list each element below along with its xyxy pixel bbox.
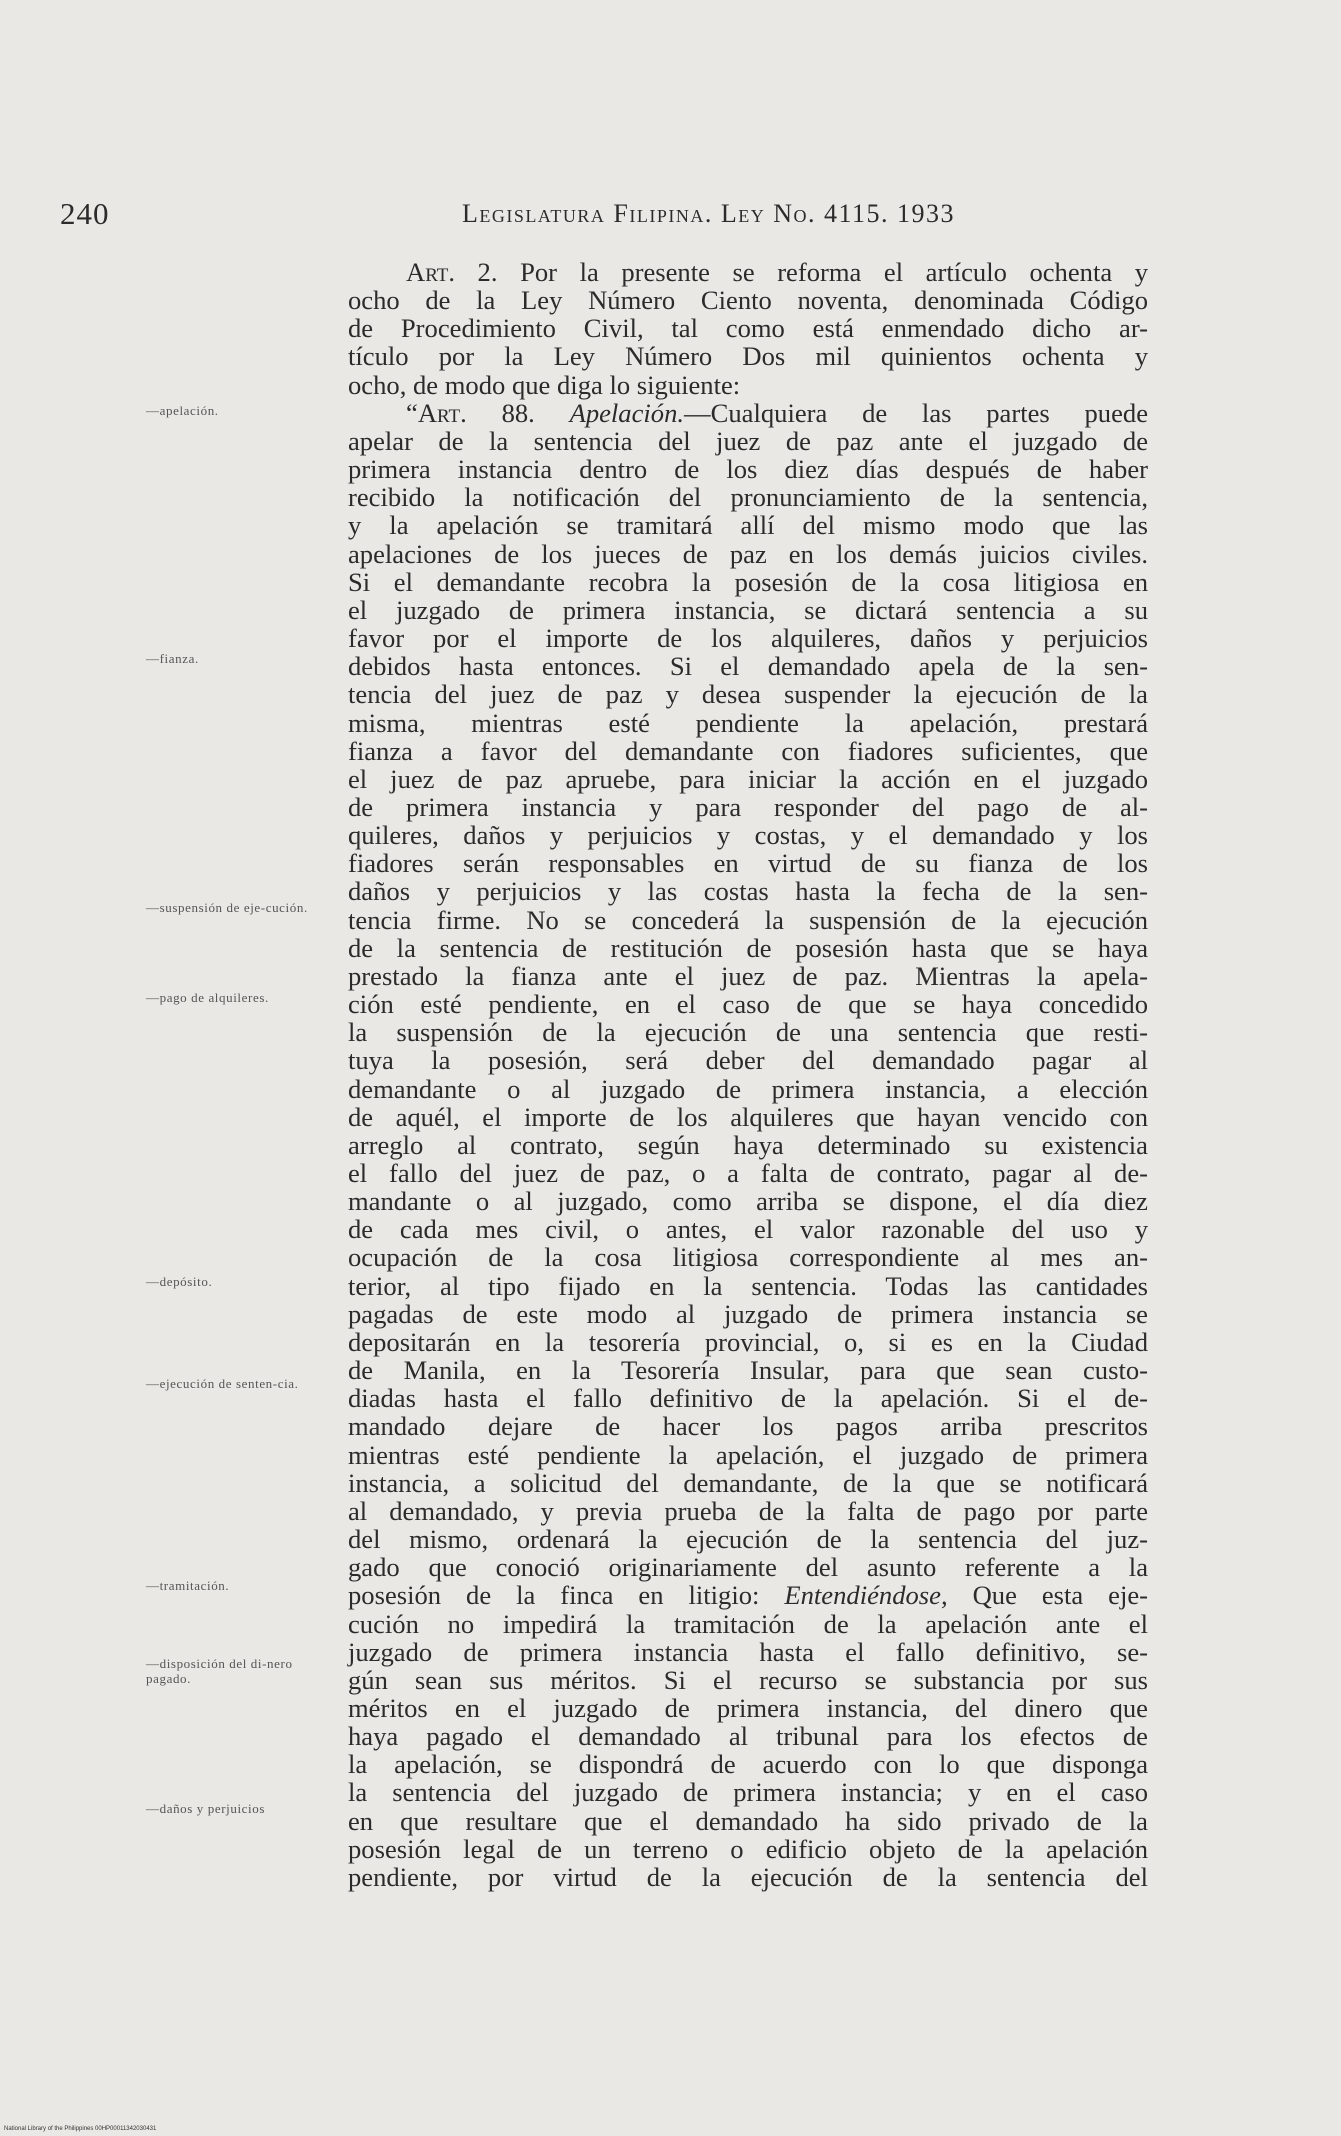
text-segment: 88. <box>466 397 570 428</box>
text-line: tículo por la Ley Número Dos mil quinientos ochenta y <box>348 341 1148 372</box>
text-line: gado que conoció originariamente del asunto referente a la <box>348 1552 1148 1583</box>
text-line: de cada mes civil, o antes, el valor razonable del uso y <box>348 1214 1148 1245</box>
text-line: pagadas de este modo al juzgado de primera instancia se <box>348 1298 1148 1329</box>
text-line: cución no impedirá la tramitación de la apelación ante el <box>348 1608 1148 1639</box>
text-line: posesión legal de un terreno o edificio objeto de la apelación <box>348 1833 1148 1864</box>
text-line: de Manila, en la Tesorería Insular, para que sean custo- <box>348 1355 1148 1386</box>
page-number: 240 <box>60 196 110 231</box>
text-segment: “ <box>406 397 418 428</box>
text-line: la sentencia del juzgado de primera instancia; y en el caso <box>348 1777 1148 1808</box>
text-line: apelaciones de los jueces de paz en los demás juicios civiles. <box>348 538 1148 569</box>
margin-note-fianza: —fianza. <box>146 651 199 666</box>
text-line: el fallo del juez de paz, o a falta de contrato, pagar al de- <box>348 1158 1148 1188</box>
text-line: misma, mientras esté pendiente la apelación, prestará <box>348 707 1148 738</box>
italic-term: Entendiéndose, <box>784 1580 948 1611</box>
text-line: diadas hasta el fallo definitivo de la apelación. Si el de- <box>348 1383 1148 1414</box>
text-line: Si el demandante recobra la posesión de la cosa litigiosa en <box>348 566 1148 597</box>
article-label: Art. <box>406 257 455 287</box>
text-line: favor por el importe de los alquileres, daños y perjuicios <box>348 623 1148 654</box>
text-line: de la sentencia de restitución de posesión hasta que se haya <box>348 932 1148 963</box>
text-line: y la apelación se tramitará allí del mismo modo que las <box>348 510 1148 541</box>
text-line: méritos en el juzgado de primera instancia, del dinero que <box>348 1692 1148 1723</box>
text-line: del mismo, ordenará la ejecución de la sentencia del juz- <box>348 1524 1148 1555</box>
text-line: ocho de la Ley Número Ciento noventa, denominada Código <box>348 285 1148 316</box>
text-line: el juzgado de primera instancia, se dictará sentencia a su <box>348 594 1148 625</box>
text-line: ocho, de modo que diga lo siguiente: <box>348 369 741 400</box>
text-line: tencia firme. No se concederá la suspensión de la ejecución <box>348 904 1148 935</box>
article-label: Art. <box>417 397 467 428</box>
margin-note-suspension: —suspensión de eje-cución. <box>146 900 308 915</box>
text-line: ocupación de la cosa litigiosa correspondiente al mes an- <box>348 1242 1148 1273</box>
text-line: el juez de paz apruebe, para iniciar la acción en el juzgado <box>348 763 1148 794</box>
text-line: de Procedimiento Civil, tal como está enmendado dicho ar- <box>348 313 1148 344</box>
margin-note-apelacion: —apelación. <box>146 403 219 418</box>
text-line: tuya la posesión, será deber del demandado pagar al <box>348 1045 1148 1076</box>
text-line: depositarán en la tesorería provincial, o, si es en la Ciudad <box>348 1326 1148 1357</box>
margin-note-disposicion: —disposición del di-nero pagado. <box>146 1656 293 1686</box>
text-line: fianza a favor del demandante con fiadores suficientes, que <box>348 735 1148 766</box>
text-segment: posesión de la finca en litigio: <box>348 1580 785 1611</box>
text-line: primera instancia dentro de los diez días después de haber <box>348 454 1148 485</box>
margin-note-pago-alquileres: —pago de alquileres. <box>146 990 269 1005</box>
text-line: mandante o al juzgado, como arriba se dispone, el día diez <box>348 1186 1148 1217</box>
text-segment: Que esta eje- <box>947 1580 1149 1611</box>
margin-note-danos: —daños y perjuicios <box>146 1801 265 1816</box>
body-text <box>348 258 1148 1891</box>
margin-note-deposito: —depósito. <box>146 1274 213 1289</box>
text-line: apelar de la sentencia del juez de paz ante el juzgado de <box>348 425 1148 456</box>
text-line: de primera instancia y para responder del pago de al- <box>348 791 1148 822</box>
text-line: instancia, a solicitud del demandante, de la que se notificará <box>348 1467 1148 1498</box>
text-line: pendiente, por virtud de la ejecución de la sentencia del <box>348 1861 1148 1892</box>
text-line: la apelación, se dispondrá de acuerdo con lo que disponga <box>348 1749 1148 1780</box>
text-line: arreglo al contrato, según haya determinado su existencia <box>348 1129 1148 1160</box>
text-line: juzgado de primera instancia hasta el fallo definitivo, se- <box>348 1636 1148 1667</box>
text-line: ción esté pendiente, en el caso de que se haya concedido <box>348 989 1148 1020</box>
text-line: en que resultare que el demandado ha sido privado de la <box>348 1805 1148 1836</box>
text-line <box>348 258 1148 286</box>
text-segment: 2. Por la presente se reforma el artículo ochenta y <box>455 257 1148 287</box>
text-line <box>348 399 1148 427</box>
text-line: prestado la fianza ante el juez de paz. Mientras la apela- <box>348 960 1148 991</box>
text-line: mandado dejare de hacer los pagos arriba prescritos <box>348 1411 1148 1442</box>
text-line: tencia del juez de paz y desea suspender la ejecución de la <box>348 679 1148 710</box>
text-line: quileres, daños y perjuicios y costas, y el demandado y los <box>348 820 1148 851</box>
text-line: demandante o al juzgado de primera instancia, a elección <box>348 1073 1148 1104</box>
text-line: gún sean sus méritos. Si el recurso se substancia por sus <box>348 1664 1148 1695</box>
text-line: recibido la notificación del pronunciamiento de la sentencia, <box>348 482 1148 513</box>
text-line: fiadores serán responsables en virtud de su fianza de los <box>348 848 1148 879</box>
margin-note-tramitacion: —tramitación. <box>146 1578 230 1593</box>
running-head: Legislatura Filipina. Ley No. 4115. 1933 <box>462 199 956 228</box>
text-line: de aquél, el importe de los alquileres que hayan vencido con <box>348 1101 1148 1132</box>
margin-note-ejecucion: —ejecución de senten-cia. <box>146 1376 299 1391</box>
text-line: debidos hasta entonces. Si el demandado apela de la sen- <box>348 651 1148 682</box>
text-segment: —Cualquiera de las partes puede <box>684 397 1148 428</box>
text-line <box>348 1581 1148 1609</box>
text-line: haya pagado el demandado al tribunal para los efectos de <box>348 1721 1148 1752</box>
text-line: terior, al tipo fijado en la sentencia. Todas las cantidades <box>348 1270 1148 1301</box>
italic-term: Apelación. <box>569 397 685 428</box>
text-line: al demandado, y previa prueba de la falta de pago por parte <box>348 1495 1148 1526</box>
text-line: daños y perjuicios y las costas hasta la fecha de la sen- <box>348 876 1148 907</box>
text-line: la suspensión de la ejecución de una sentencia que resti- <box>348 1017 1148 1048</box>
text-line: mientras esté pendiente la apelación, el juzgado de primera <box>348 1439 1148 1470</box>
footer-credit: National Library of the Philippines 00HP00011342030431 <box>4 2126 157 2132</box>
